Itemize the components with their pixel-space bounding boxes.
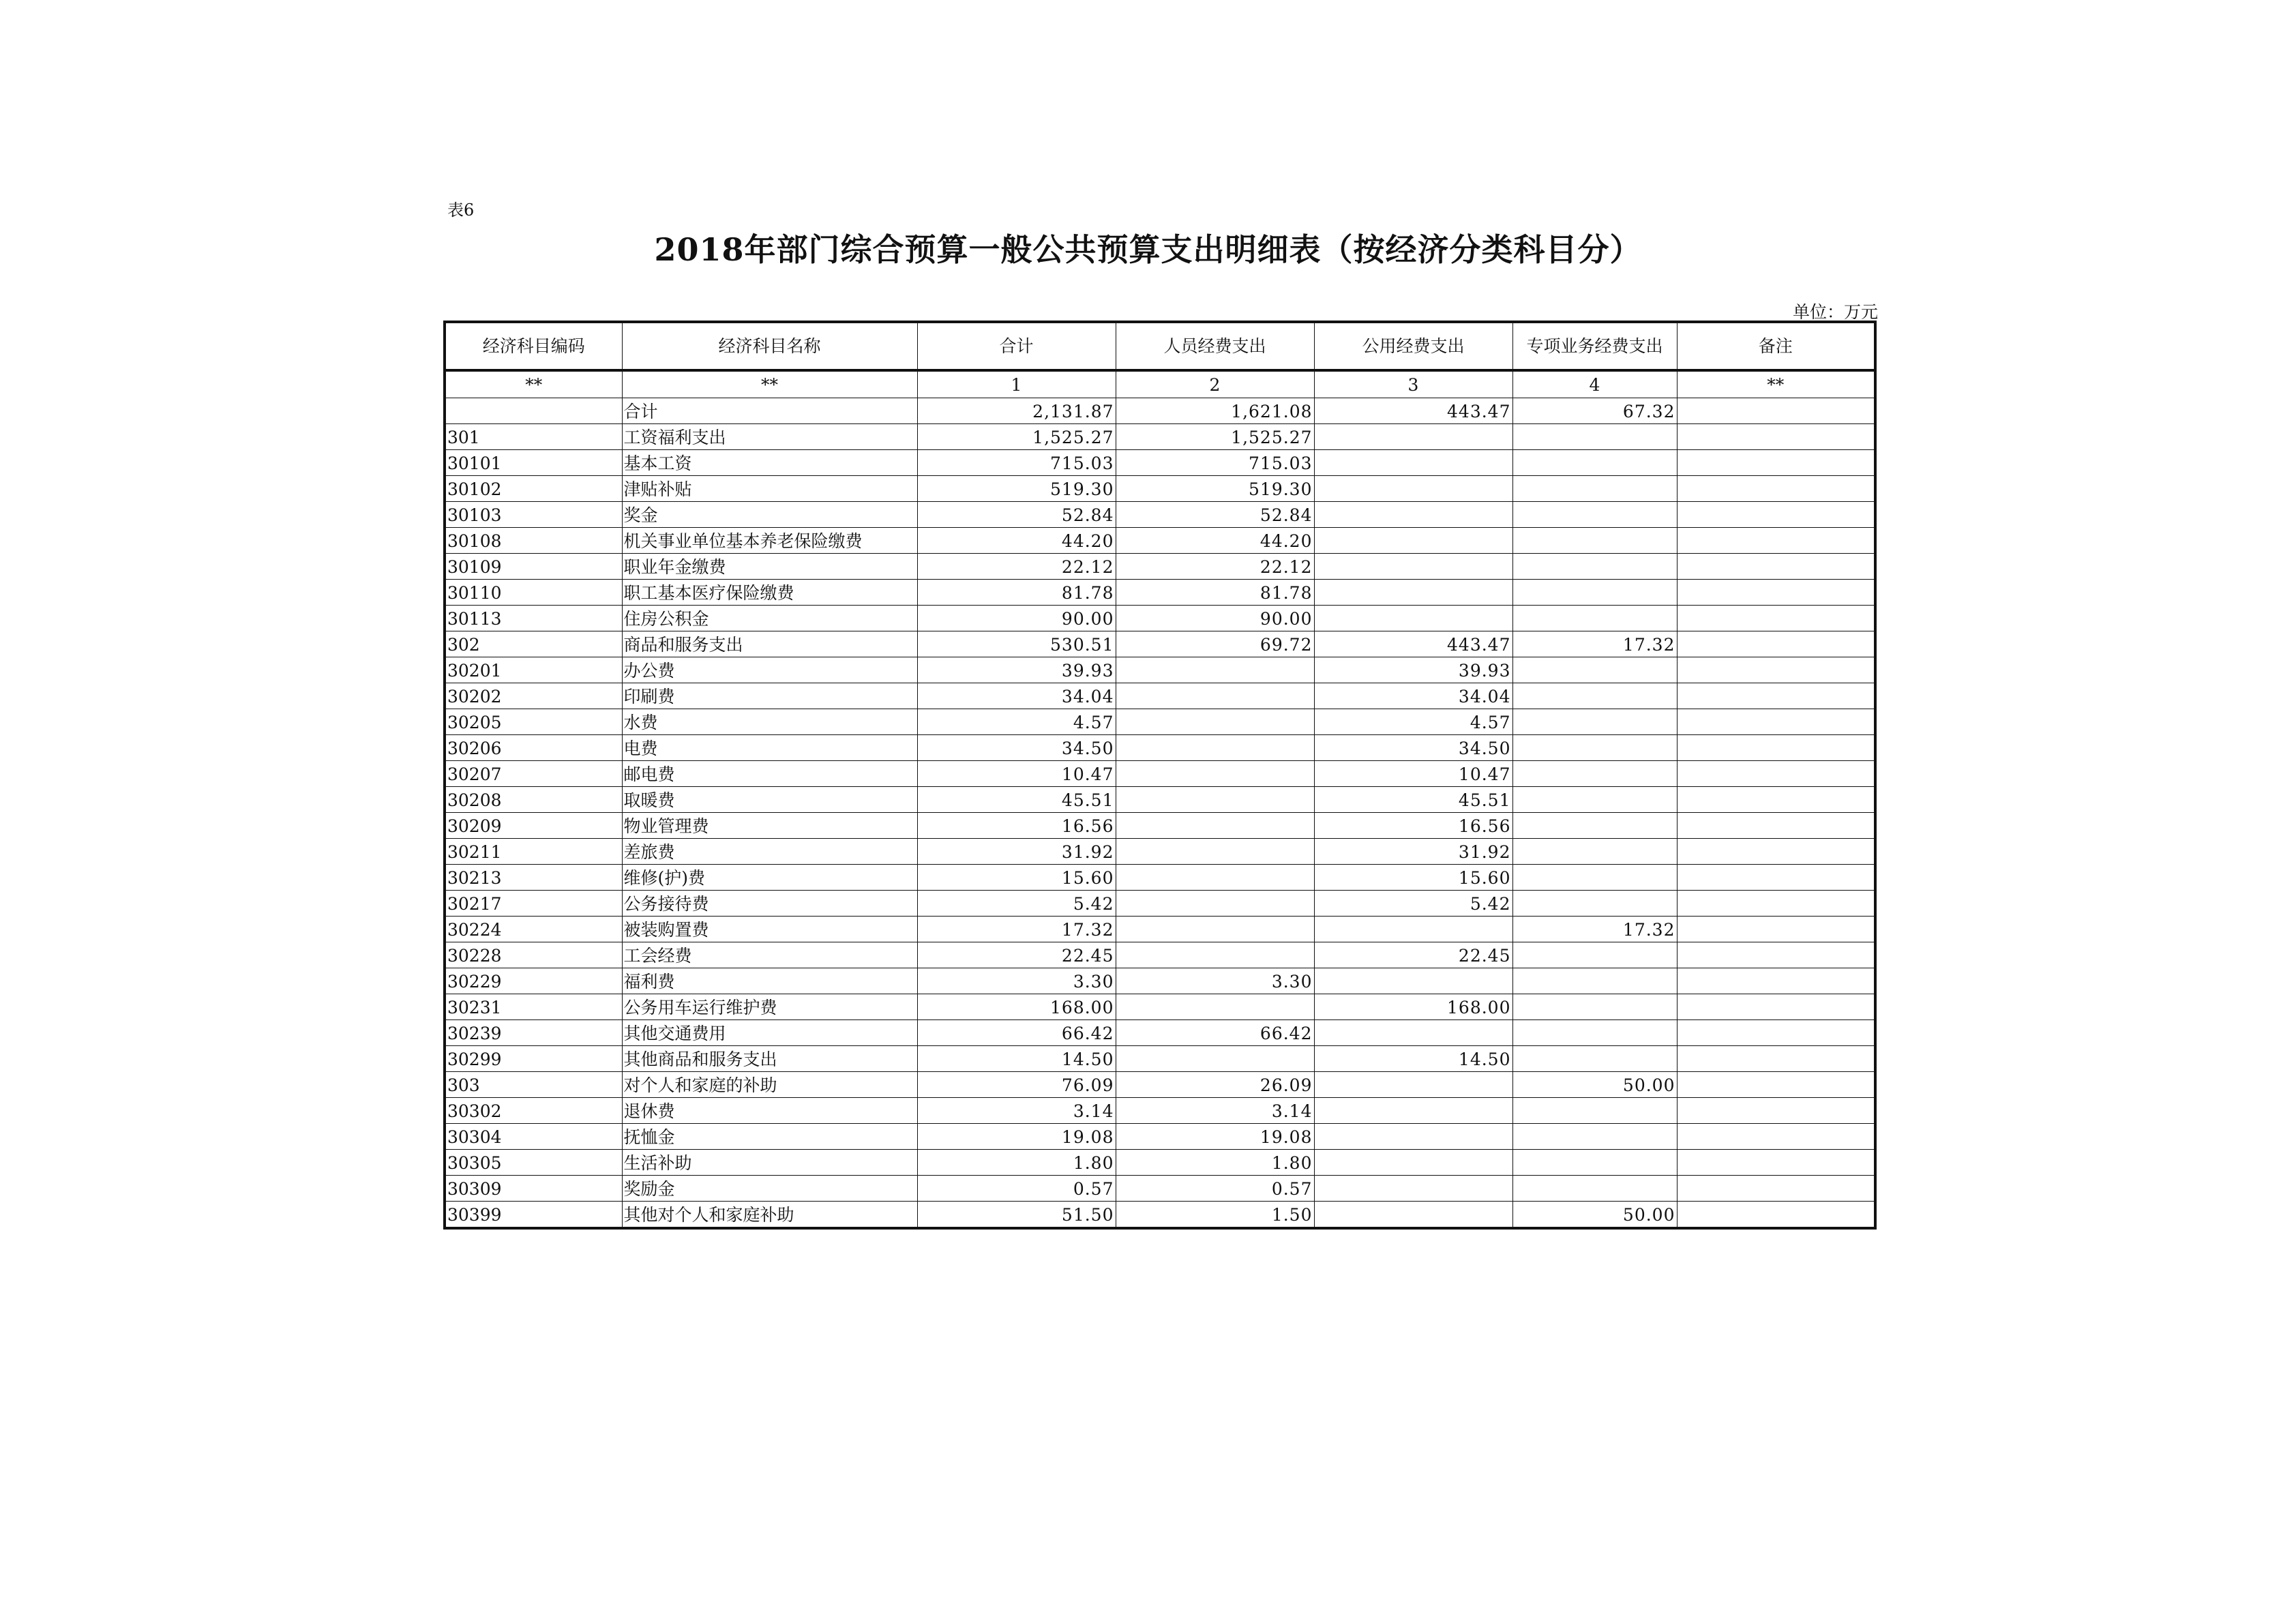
cell-public xyxy=(1314,476,1512,502)
table-row xyxy=(445,580,1875,606)
cell-public xyxy=(1314,528,1512,554)
table-row xyxy=(445,606,1875,631)
cell-code: 30309 xyxy=(445,1176,622,1202)
table-row xyxy=(445,865,1875,891)
table-row xyxy=(445,450,1875,476)
cell-note xyxy=(1677,709,1875,735)
cell-code: 30305 xyxy=(445,1150,622,1176)
cell-name: 抚恤金 xyxy=(622,1124,917,1150)
table-row xyxy=(445,476,1875,502)
cell-total: 17.32 xyxy=(917,917,1116,942)
cell-personnel xyxy=(1116,917,1314,942)
cell-code: 30110 xyxy=(445,580,622,606)
header-personnel: 人员经费支出 xyxy=(1116,322,1314,370)
cell-total: 715.03 xyxy=(917,450,1116,476)
cell-special xyxy=(1512,761,1677,787)
cell-name: 合计 xyxy=(622,398,917,424)
cell-special xyxy=(1512,1176,1677,1202)
cell-note xyxy=(1677,631,1875,657)
cell-personnel: 1,621.08 xyxy=(1116,398,1314,424)
cell-personnel xyxy=(1116,1046,1314,1072)
cell-total: 10.47 xyxy=(917,761,1116,787)
cell-personnel: 66.42 xyxy=(1116,1020,1314,1046)
cell-name: 工会经费 xyxy=(622,942,917,968)
cell-total: 1.80 xyxy=(917,1150,1116,1176)
header-code: 经济科目编码 xyxy=(445,322,622,370)
cell-special xyxy=(1512,606,1677,631)
cell-total: 15.60 xyxy=(917,865,1116,891)
cell-note xyxy=(1677,942,1875,968)
cell-total: 76.09 xyxy=(917,1072,1116,1098)
index-special: 4 xyxy=(1512,370,1677,398)
cell-name: 奖励金 xyxy=(622,1176,917,1202)
index-note: ** xyxy=(1677,370,1875,398)
cell-name: 工资福利支出 xyxy=(622,424,917,450)
cell-special xyxy=(1512,787,1677,813)
cell-name: 商品和服务支出 xyxy=(622,631,917,657)
table-index-row xyxy=(445,370,1875,398)
cell-personnel xyxy=(1116,942,1314,968)
table-row xyxy=(445,839,1875,865)
cell-note xyxy=(1677,502,1875,528)
cell-code: 30229 xyxy=(445,968,622,994)
table-row xyxy=(445,502,1875,528)
cell-special xyxy=(1512,865,1677,891)
cell-code: 301 xyxy=(445,424,622,450)
cell-personnel: 519.30 xyxy=(1116,476,1314,502)
cell-personnel xyxy=(1116,683,1314,709)
cell-public: 443.47 xyxy=(1314,631,1512,657)
cell-public xyxy=(1314,424,1512,450)
cell-name: 取暖费 xyxy=(622,787,917,813)
cell-code: 30304 xyxy=(445,1124,622,1150)
table-header-row xyxy=(445,322,1875,370)
cell-personnel xyxy=(1116,761,1314,787)
cell-code: 30217 xyxy=(445,891,622,917)
cell-note xyxy=(1677,891,1875,917)
table-row xyxy=(445,1098,1875,1124)
table-row xyxy=(445,1124,1875,1150)
cell-note xyxy=(1677,917,1875,942)
cell-personnel: 52.84 xyxy=(1116,502,1314,528)
cell-code: 30109 xyxy=(445,554,622,580)
cell-name: 印刷费 xyxy=(622,683,917,709)
cell-total: 16.56 xyxy=(917,813,1116,839)
cell-note xyxy=(1677,865,1875,891)
cell-name: 生活补助 xyxy=(622,1150,917,1176)
cell-special xyxy=(1512,554,1677,580)
cell-total: 39.93 xyxy=(917,657,1116,683)
cell-note xyxy=(1677,735,1875,761)
index-code: ** xyxy=(445,370,622,398)
table-row xyxy=(445,761,1875,787)
cell-name: 津贴补贴 xyxy=(622,476,917,502)
cell-name: 职业年金缴费 xyxy=(622,554,917,580)
cell-public xyxy=(1314,450,1512,476)
cell-name: 物业管理费 xyxy=(622,813,917,839)
cell-name: 其他对个人和家庭补助 xyxy=(622,1202,917,1229)
cell-public xyxy=(1314,606,1512,631)
cell-public xyxy=(1314,554,1512,580)
cell-total: 519.30 xyxy=(917,476,1116,502)
cell-note xyxy=(1677,580,1875,606)
cell-special xyxy=(1512,968,1677,994)
cell-name: 退休费 xyxy=(622,1098,917,1124)
cell-total: 22.12 xyxy=(917,554,1116,580)
cell-special xyxy=(1512,424,1677,450)
cell-code: 30201 xyxy=(445,657,622,683)
cell-code: 30239 xyxy=(445,1020,622,1046)
cell-public xyxy=(1314,917,1512,942)
cell-public: 10.47 xyxy=(1314,761,1512,787)
cell-personnel: 44.20 xyxy=(1116,528,1314,554)
index-public: 3 xyxy=(1314,370,1512,398)
cell-personnel xyxy=(1116,865,1314,891)
cell-total: 3.14 xyxy=(917,1098,1116,1124)
cell-name: 电费 xyxy=(622,735,917,761)
table-row xyxy=(445,1072,1875,1098)
table-row xyxy=(445,1020,1875,1046)
cell-name: 机关事业单位基本养老保险缴费 xyxy=(622,528,917,554)
cell-public: 15.60 xyxy=(1314,865,1512,891)
cell-total: 52.84 xyxy=(917,502,1116,528)
cell-name: 职工基本医疗保险缴费 xyxy=(622,580,917,606)
cell-total: 2,131.87 xyxy=(917,398,1116,424)
cell-total: 530.51 xyxy=(917,631,1116,657)
cell-code: 30103 xyxy=(445,502,622,528)
cell-note xyxy=(1677,554,1875,580)
cell-public: 22.45 xyxy=(1314,942,1512,968)
table-row xyxy=(445,787,1875,813)
cell-note xyxy=(1677,1124,1875,1150)
cell-code: 30228 xyxy=(445,942,622,968)
cell-special xyxy=(1512,813,1677,839)
cell-special xyxy=(1512,994,1677,1020)
cell-code: 30101 xyxy=(445,450,622,476)
cell-total: 51.50 xyxy=(917,1202,1116,1229)
cell-personnel: 22.12 xyxy=(1116,554,1314,580)
cell-special xyxy=(1512,735,1677,761)
table-row xyxy=(445,398,1875,424)
cell-code: 30108 xyxy=(445,528,622,554)
table-row xyxy=(445,1046,1875,1072)
cell-name: 其他商品和服务支出 xyxy=(622,1046,917,1072)
cell-public: 31.92 xyxy=(1314,839,1512,865)
cell-name: 基本工资 xyxy=(622,450,917,476)
header-total: 合计 xyxy=(917,322,1116,370)
cell-total: 34.50 xyxy=(917,735,1116,761)
table-row xyxy=(445,528,1875,554)
table-row xyxy=(445,917,1875,942)
cell-total: 0.57 xyxy=(917,1176,1116,1202)
cell-special xyxy=(1512,1124,1677,1150)
cell-name: 差旅费 xyxy=(622,839,917,865)
cell-public: 14.50 xyxy=(1314,1046,1512,1072)
cell-name: 奖金 xyxy=(622,502,917,528)
header-public: 公用经费支出 xyxy=(1314,322,1512,370)
cell-public xyxy=(1314,1176,1512,1202)
cell-code: 30211 xyxy=(445,839,622,865)
cell-special xyxy=(1512,476,1677,502)
cell-personnel xyxy=(1116,735,1314,761)
cell-name: 公务用车运行维护费 xyxy=(622,994,917,1020)
cell-name: 对个人和家庭的补助 xyxy=(622,1072,917,1098)
index-name: ** xyxy=(622,370,917,398)
table-row xyxy=(445,942,1875,968)
cell-personnel: 19.08 xyxy=(1116,1124,1314,1150)
cell-note xyxy=(1677,1072,1875,1098)
cell-personnel xyxy=(1116,891,1314,917)
cell-public xyxy=(1314,502,1512,528)
table-row xyxy=(445,424,1875,450)
table-row xyxy=(445,554,1875,580)
cell-personnel xyxy=(1116,787,1314,813)
cell-special xyxy=(1512,683,1677,709)
cell-name: 被装购置费 xyxy=(622,917,917,942)
cell-public xyxy=(1314,1150,1512,1176)
cell-special xyxy=(1512,1150,1677,1176)
cell-code: 30207 xyxy=(445,761,622,787)
cell-note xyxy=(1677,813,1875,839)
cell-personnel: 90.00 xyxy=(1116,606,1314,631)
table-row xyxy=(445,813,1875,839)
cell-special xyxy=(1512,450,1677,476)
table-body xyxy=(445,398,1875,1229)
cell-public xyxy=(1314,968,1512,994)
cell-name: 福利费 xyxy=(622,968,917,994)
table-row xyxy=(445,1150,1875,1176)
cell-total: 34.04 xyxy=(917,683,1116,709)
index-personnel: 2 xyxy=(1116,370,1314,398)
cell-personnel: 1,525.27 xyxy=(1116,424,1314,450)
cell-name: 邮电费 xyxy=(622,761,917,787)
cell-total: 66.42 xyxy=(917,1020,1116,1046)
cell-special xyxy=(1512,942,1677,968)
cell-note xyxy=(1677,424,1875,450)
cell-special xyxy=(1512,1098,1677,1124)
cell-code: 30102 xyxy=(445,476,622,502)
cell-code: 30209 xyxy=(445,813,622,839)
cell-note xyxy=(1677,528,1875,554)
cell-name: 住房公积金 xyxy=(622,606,917,631)
cell-total: 168.00 xyxy=(917,994,1116,1020)
cell-name: 公务接待费 xyxy=(622,891,917,917)
cell-special: 67.32 xyxy=(1512,398,1677,424)
cell-code: 30224 xyxy=(445,917,622,942)
cell-note xyxy=(1677,1098,1875,1124)
cell-personnel: 0.57 xyxy=(1116,1176,1314,1202)
cell-total: 22.45 xyxy=(917,942,1116,968)
cell-public: 34.50 xyxy=(1314,735,1512,761)
table-number-label: 表6 xyxy=(447,200,475,220)
cell-total: 1,525.27 xyxy=(917,424,1116,450)
cell-code: 30113 xyxy=(445,606,622,631)
cell-special: 50.00 xyxy=(1512,1202,1677,1229)
cell-total: 90.00 xyxy=(917,606,1116,631)
cell-note xyxy=(1677,398,1875,424)
cell-special: 17.32 xyxy=(1512,631,1677,657)
cell-name: 维修(护)费 xyxy=(622,865,917,891)
cell-code: 30206 xyxy=(445,735,622,761)
cell-code: 30208 xyxy=(445,787,622,813)
table-row xyxy=(445,1202,1875,1229)
cell-note xyxy=(1677,761,1875,787)
cell-personnel xyxy=(1116,994,1314,1020)
budget-expenditure-table xyxy=(443,321,1877,1230)
cell-public: 5.42 xyxy=(1314,891,1512,917)
cell-code: 303 xyxy=(445,1072,622,1098)
cell-public xyxy=(1314,1020,1512,1046)
cell-public: 4.57 xyxy=(1314,709,1512,735)
cell-note xyxy=(1677,1202,1875,1229)
cell-note xyxy=(1677,968,1875,994)
cell-personnel xyxy=(1116,657,1314,683)
cell-public xyxy=(1314,1202,1512,1229)
cell-note xyxy=(1677,450,1875,476)
cell-code: 302 xyxy=(445,631,622,657)
cell-code: 30205 xyxy=(445,709,622,735)
cell-personnel xyxy=(1116,709,1314,735)
cell-total: 81.78 xyxy=(917,580,1116,606)
cell-note xyxy=(1677,683,1875,709)
cell-note xyxy=(1677,606,1875,631)
cell-code: 30399 xyxy=(445,1202,622,1229)
table-row xyxy=(445,994,1875,1020)
cell-total: 14.50 xyxy=(917,1046,1116,1072)
cell-note xyxy=(1677,1046,1875,1072)
cell-public: 45.51 xyxy=(1314,787,1512,813)
header-name: 经济科目名称 xyxy=(622,322,917,370)
cell-note xyxy=(1677,1020,1875,1046)
cell-note xyxy=(1677,839,1875,865)
cell-code: 30202 xyxy=(445,683,622,709)
header-note: 备注 xyxy=(1677,322,1875,370)
table-row xyxy=(445,735,1875,761)
cell-personnel: 3.14 xyxy=(1116,1098,1314,1124)
cell-total: 44.20 xyxy=(917,528,1116,554)
cell-note xyxy=(1677,1176,1875,1202)
cell-public xyxy=(1314,580,1512,606)
cell-total: 5.42 xyxy=(917,891,1116,917)
cell-public: 39.93 xyxy=(1314,657,1512,683)
cell-personnel: 1.80 xyxy=(1116,1150,1314,1176)
cell-code: 30231 xyxy=(445,994,622,1020)
cell-personnel xyxy=(1116,839,1314,865)
cell-public: 16.56 xyxy=(1314,813,1512,839)
cell-public: 168.00 xyxy=(1314,994,1512,1020)
cell-name: 办公费 xyxy=(622,657,917,683)
table-row xyxy=(445,891,1875,917)
cell-note xyxy=(1677,1150,1875,1176)
table-row xyxy=(445,631,1875,657)
cell-special xyxy=(1512,891,1677,917)
cell-code: 30213 xyxy=(445,865,622,891)
table-row xyxy=(445,968,1875,994)
cell-special xyxy=(1512,1046,1677,1072)
header-special: 专项业务经费支出 xyxy=(1512,322,1677,370)
cell-note xyxy=(1677,787,1875,813)
cell-special: 17.32 xyxy=(1512,917,1677,942)
document-title: 2018年部门综合预算一般公共预算支出明细表（按经济分类科目分） xyxy=(654,231,1642,268)
table-row xyxy=(445,657,1875,683)
cell-note xyxy=(1677,476,1875,502)
cell-special xyxy=(1512,709,1677,735)
cell-special xyxy=(1512,839,1677,865)
cell-personnel: 3.30 xyxy=(1116,968,1314,994)
table-row xyxy=(445,1176,1875,1202)
cell-public: 34.04 xyxy=(1314,683,1512,709)
cell-personnel: 715.03 xyxy=(1116,450,1314,476)
unit-label: 单位：万元 xyxy=(1792,302,1878,322)
cell-code: 30302 xyxy=(445,1098,622,1124)
cell-public xyxy=(1314,1098,1512,1124)
cell-name: 水费 xyxy=(622,709,917,735)
cell-special xyxy=(1512,580,1677,606)
cell-total: 3.30 xyxy=(917,968,1116,994)
table-row xyxy=(445,709,1875,735)
cell-total: 4.57 xyxy=(917,709,1116,735)
cell-personnel: 69.72 xyxy=(1116,631,1314,657)
cell-code xyxy=(445,398,622,424)
cell-public xyxy=(1314,1072,1512,1098)
index-total: 1 xyxy=(917,370,1116,398)
cell-personnel: 1.50 xyxy=(1116,1202,1314,1229)
cell-special: 50.00 xyxy=(1512,1072,1677,1098)
cell-special xyxy=(1512,1020,1677,1046)
cell-total: 31.92 xyxy=(917,839,1116,865)
cell-personnel: 81.78 xyxy=(1116,580,1314,606)
cell-code: 30299 xyxy=(445,1046,622,1072)
cell-personnel: 26.09 xyxy=(1116,1072,1314,1098)
cell-special xyxy=(1512,528,1677,554)
cell-personnel xyxy=(1116,813,1314,839)
cell-special xyxy=(1512,657,1677,683)
cell-note xyxy=(1677,994,1875,1020)
cell-public: 443.47 xyxy=(1314,398,1512,424)
cell-total: 19.08 xyxy=(917,1124,1116,1150)
cell-name: 其他交通费用 xyxy=(622,1020,917,1046)
table-row xyxy=(445,683,1875,709)
cell-total: 45.51 xyxy=(917,787,1116,813)
cell-special xyxy=(1512,502,1677,528)
cell-note xyxy=(1677,657,1875,683)
cell-public xyxy=(1314,1124,1512,1150)
